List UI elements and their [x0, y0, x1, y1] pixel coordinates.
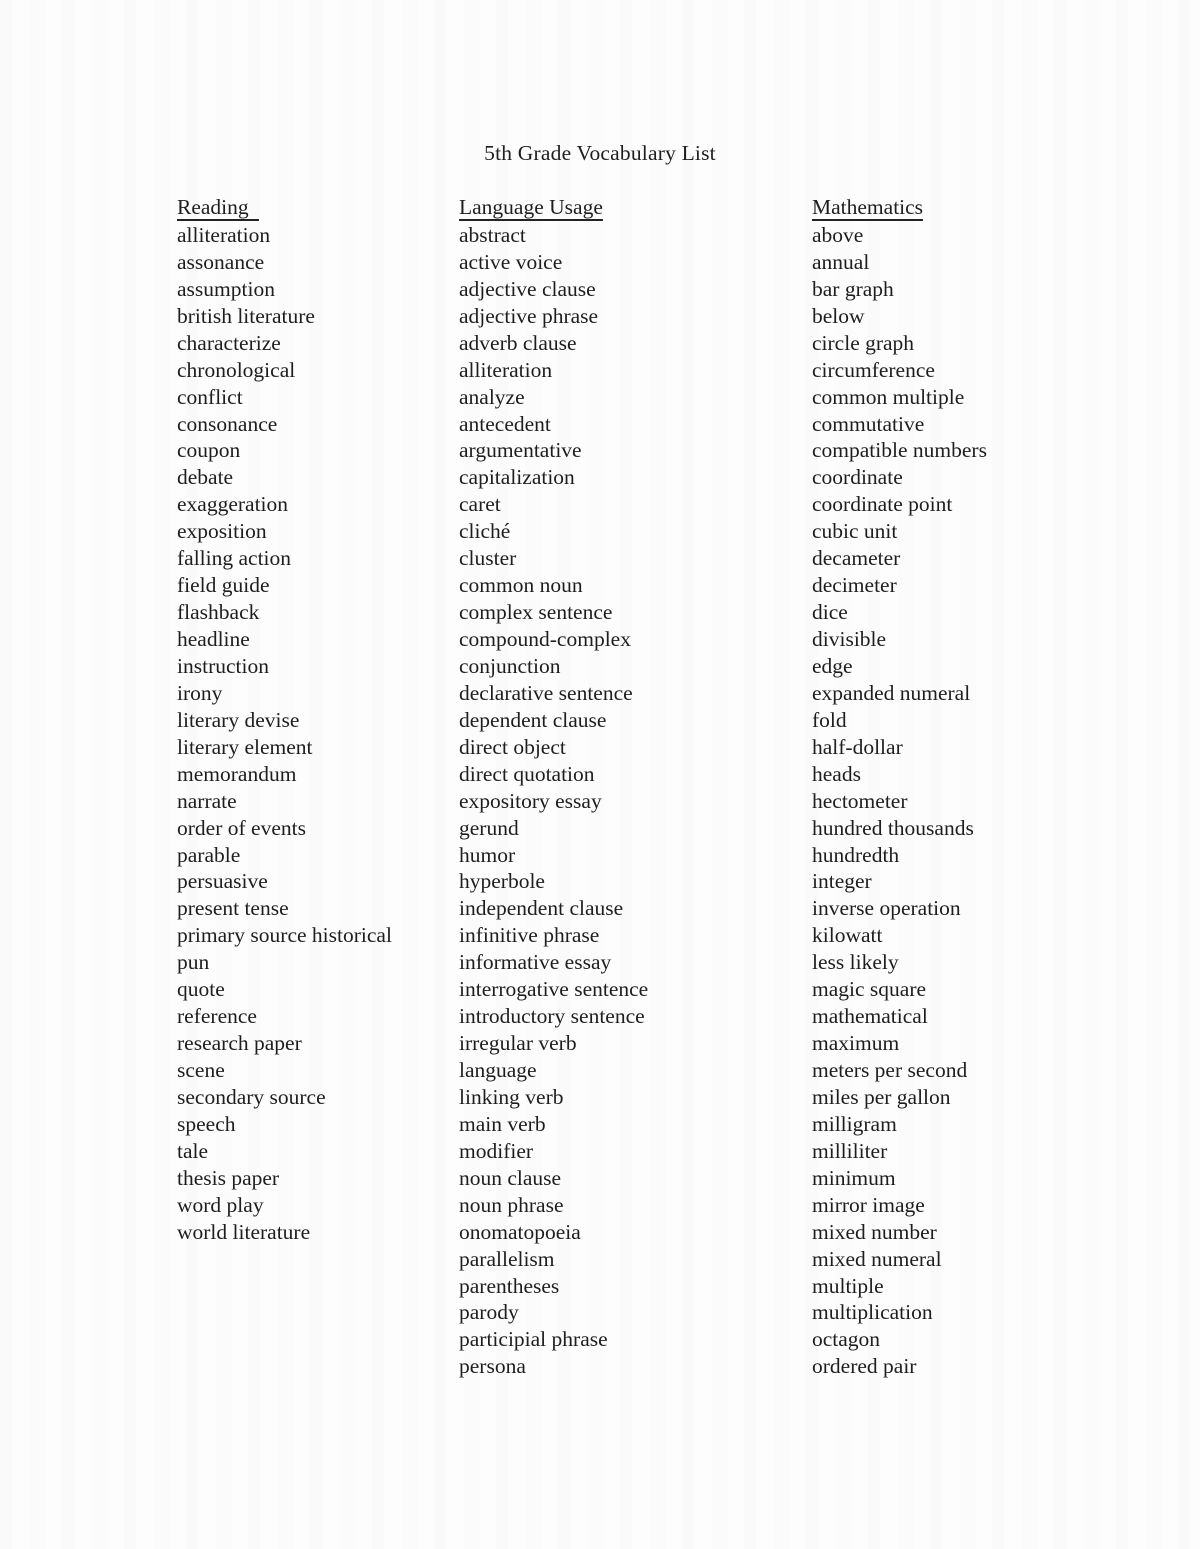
- word-item: tale: [177, 1138, 209, 1163]
- column-header-reading: Reading: [177, 195, 259, 221]
- word-item: alliteration: [459, 357, 553, 382]
- word-item: parody: [459, 1300, 519, 1325]
- word-item: literary devise: [177, 707, 300, 732]
- word-item: consonance: [177, 411, 278, 436]
- word-item: divisible: [812, 627, 887, 651]
- word-item: expanded numeral: [812, 680, 971, 705]
- word-item: alliteration: [177, 222, 271, 247]
- column-mathematics: [812, 195, 1192, 1380]
- word-item: coupon: [177, 438, 241, 463]
- column-header-row: [459, 195, 809, 222]
- word-item: pun: [177, 950, 210, 975]
- word-item: bar graph: [812, 276, 894, 301]
- word-item: memorandum: [177, 761, 297, 786]
- word-item: participial phrase: [459, 1327, 608, 1352]
- word-item: flashback: [177, 600, 260, 625]
- word-item: dependent clause: [459, 707, 607, 732]
- word-item: cluster: [459, 546, 517, 571]
- word-item: commutative: [812, 411, 925, 436]
- word-item: common multiple: [812, 384, 965, 409]
- word-item: annual: [812, 249, 870, 274]
- word-item: less likely: [812, 950, 899, 975]
- word-item: infinitive phrase: [459, 923, 600, 948]
- word-item: circle graph: [812, 330, 915, 355]
- word-item: introductory sentence: [459, 1004, 645, 1029]
- word-item: exaggeration: [177, 492, 289, 517]
- word-item: persona: [459, 1354, 526, 1379]
- word-item: adverb clause: [459, 330, 577, 355]
- word-item: mixed number: [812, 1219, 937, 1244]
- page-title: 5th Grade Vocabulary List: [484, 141, 716, 165]
- word-item: thesis paper: [177, 1165, 280, 1190]
- word-item: octagon: [812, 1327, 881, 1352]
- word-item: hundredth: [812, 842, 900, 867]
- word-item: hundred thousands: [812, 815, 974, 840]
- word-item: humor: [459, 842, 516, 867]
- word-item: british literature: [177, 303, 315, 328]
- column-header-row: [177, 195, 457, 222]
- word-item: mixed numeral: [812, 1246, 942, 1271]
- word-item: quote: [177, 977, 225, 1002]
- word-item: argumentative: [459, 438, 582, 463]
- word-item: informative essay: [459, 950, 612, 975]
- word-item: half-dollar: [812, 734, 903, 759]
- word-item: gerund: [459, 815, 519, 840]
- word-item: minimum: [812, 1165, 896, 1190]
- word-item: compatible numbers: [812, 438, 987, 463]
- word-item: decameter: [812, 546, 901, 571]
- word-item: inverse operation: [812, 896, 961, 921]
- word-list-reading: [177, 222, 457, 1246]
- word-item: cubic unit: [812, 519, 898, 544]
- word-item: main verb: [459, 1111, 546, 1136]
- word-item: persuasive: [177, 869, 268, 894]
- word-item: miles per gallon: [812, 1084, 951, 1109]
- word-item: direct quotation: [459, 761, 595, 786]
- word-item: onomatopoeia: [459, 1219, 581, 1244]
- word-item: noun clause: [459, 1165, 562, 1190]
- word-item: reference: [177, 1004, 257, 1029]
- word-item: active voice: [459, 249, 563, 274]
- word-item: maximum: [812, 1031, 900, 1056]
- word-item: adjective clause: [459, 276, 596, 301]
- word-item: irony: [177, 680, 223, 705]
- word-item: direct object: [459, 734, 566, 759]
- word-item: analyze: [459, 384, 525, 409]
- word-item: conflict: [177, 384, 243, 409]
- word-item: abstract: [459, 222, 526, 247]
- word-item: caret: [459, 492, 501, 517]
- word-item: characterize: [177, 330, 281, 355]
- word-item: milligram: [812, 1111, 897, 1136]
- word-item: world literature: [177, 1219, 311, 1244]
- word-item: parentheses: [459, 1273, 560, 1298]
- word-item: complex sentence: [459, 600, 613, 625]
- word-item: cliché: [459, 519, 511, 544]
- word-item: above: [812, 222, 864, 247]
- word-item: mirror image: [812, 1192, 925, 1217]
- word-item: assonance: [177, 249, 265, 274]
- word-item: word play: [177, 1192, 264, 1217]
- word-item: expository essay: [459, 788, 602, 813]
- word-item: order of events: [177, 815, 306, 840]
- word-item: chronological: [177, 357, 296, 382]
- word-item: coordinate: [812, 465, 903, 490]
- column-header-language-usage: Language Usage: [459, 195, 603, 219]
- word-item: field guide: [177, 573, 270, 598]
- word-item: milliliter: [812, 1138, 888, 1163]
- word-item: instruction: [177, 653, 269, 678]
- word-item: headline: [177, 627, 250, 651]
- word-item: noun phrase: [459, 1192, 564, 1217]
- word-item: ordered pair: [812, 1354, 917, 1379]
- column-reading: [177, 195, 457, 1246]
- word-item: exposition: [177, 519, 267, 544]
- word-item: multiplication: [812, 1300, 933, 1325]
- word-item: present tense: [177, 896, 289, 921]
- word-item: hyperbole: [459, 869, 545, 894]
- column-language-usage: [459, 195, 809, 1380]
- word-item: below: [812, 303, 865, 328]
- word-item: decimeter: [812, 573, 897, 598]
- word-item: compound-complex: [459, 627, 631, 651]
- word-item: mathematical: [812, 1004, 928, 1029]
- word-list-language-usage: [459, 222, 809, 1380]
- word-item: irregular verb: [459, 1031, 577, 1056]
- word-item: circumference: [812, 357, 935, 382]
- word-item: independent clause: [459, 896, 624, 921]
- word-item: adjective phrase: [459, 303, 599, 328]
- word-item: kilowatt: [812, 923, 883, 948]
- word-item: capitalization: [459, 465, 575, 490]
- word-item: scene: [177, 1058, 225, 1082]
- word-item: integer: [812, 869, 872, 894]
- word-item: declarative sentence: [459, 680, 633, 705]
- word-item: parable: [177, 842, 241, 867]
- word-item: dice: [812, 600, 848, 625]
- column-header-row: [812, 195, 1192, 222]
- word-item: conjunction: [459, 653, 561, 678]
- word-list-mathematics: [812, 222, 1192, 1380]
- column-header-mathematics: Mathematics: [812, 195, 924, 219]
- word-item: meters per second: [812, 1058, 968, 1082]
- word-item: secondary source: [177, 1084, 326, 1109]
- word-item: assumption: [177, 276, 275, 301]
- word-item: multiple: [812, 1273, 884, 1298]
- word-item: edge: [812, 653, 853, 678]
- word-item: hectometer: [812, 788, 908, 813]
- word-item: speech: [177, 1111, 236, 1136]
- word-item: coordinate point: [812, 492, 953, 517]
- word-item: debate: [177, 465, 234, 490]
- word-item: literary element: [177, 734, 313, 759]
- word-item: primary source historical: [177, 923, 392, 948]
- word-item: heads: [812, 761, 861, 786]
- word-item: interrogative sentence: [459, 977, 649, 1002]
- word-item: magic square: [812, 977, 927, 1002]
- word-item: research paper: [177, 1031, 302, 1056]
- word-item: fold: [812, 707, 847, 732]
- word-item: common noun: [459, 573, 583, 598]
- word-item: modifier: [459, 1138, 534, 1163]
- word-item: parallelism: [459, 1246, 555, 1271]
- word-item: falling action: [177, 546, 292, 571]
- word-item: antecedent: [459, 411, 551, 436]
- word-item: linking verb: [459, 1084, 564, 1109]
- word-item: language: [459, 1058, 537, 1082]
- word-item: narrate: [177, 788, 237, 813]
